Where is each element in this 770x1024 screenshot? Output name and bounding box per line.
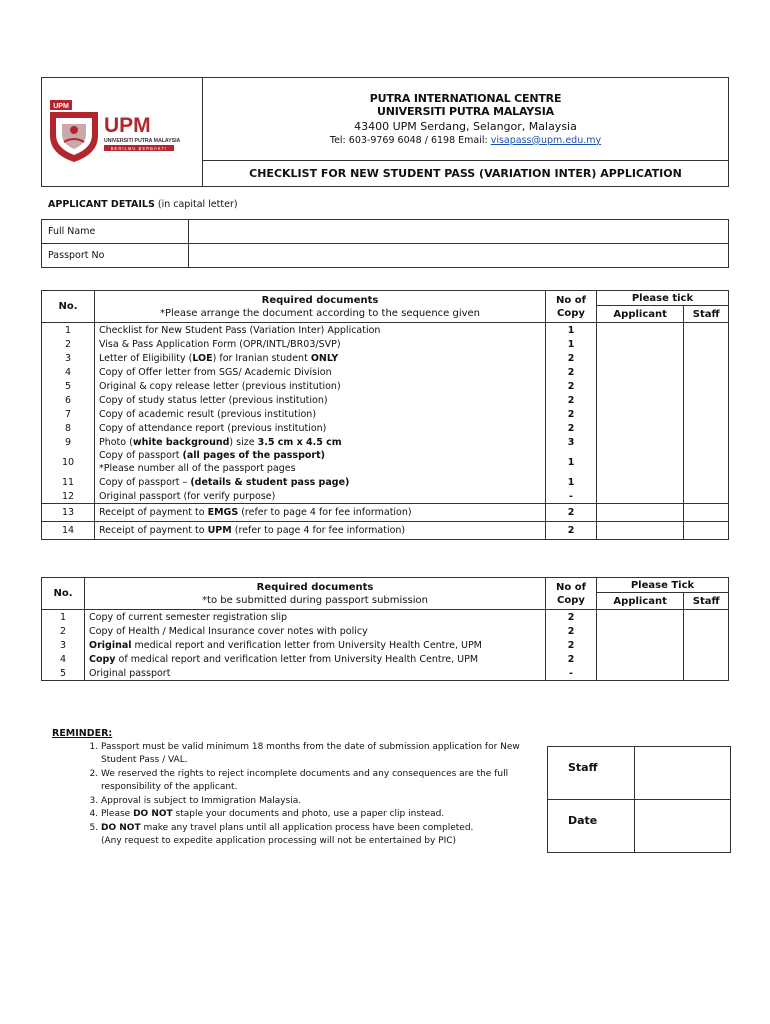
table-row xyxy=(42,449,729,475)
col-no: No. xyxy=(42,578,85,610)
table-row xyxy=(42,504,729,522)
applicant-tick[interactable] xyxy=(597,323,684,338)
table-row xyxy=(42,379,729,393)
row-number: 4 xyxy=(42,652,85,666)
row-copies: 2 xyxy=(546,624,597,638)
table-row xyxy=(42,638,729,652)
staff-tick[interactable] xyxy=(684,351,729,365)
applicant-tick[interactable] xyxy=(597,624,684,638)
col-copy: No of Copy xyxy=(546,578,597,610)
table-row xyxy=(42,610,729,625)
applicant-tick[interactable] xyxy=(597,407,684,421)
reminder-item: 4. Please DO NOT staple your documents and photo, use a paper clip instead. xyxy=(101,808,532,822)
university-name: UNIVERSITI PUTRA MALAYSIA xyxy=(377,104,554,118)
row-document: Copy of passport (all pages of the passport) *Please number all of the passport pages xyxy=(95,449,546,475)
passport-field[interactable] xyxy=(189,244,729,268)
row-copies: 3 xyxy=(546,435,597,449)
col-copy: No of Copy xyxy=(546,291,597,323)
row-number: 8 xyxy=(42,421,95,435)
reminder-section xyxy=(52,727,532,849)
table-row xyxy=(42,522,729,540)
applicant-tick[interactable] xyxy=(597,337,684,351)
row-number: 9 xyxy=(42,435,95,449)
table-row xyxy=(42,475,729,489)
staff-box xyxy=(547,746,731,853)
documents-table-1 xyxy=(41,290,729,540)
row-copies: 2 xyxy=(546,610,597,625)
applicant-tick[interactable] xyxy=(597,638,684,652)
row-copies: 2 xyxy=(546,351,597,365)
row-document: Original medical report and verification letter from University Health Centre, UPM xyxy=(85,638,546,652)
staff-tick[interactable] xyxy=(684,666,729,681)
staff-tick[interactable] xyxy=(684,379,729,393)
row-document: Receipt of payment to UPM (refer to page 4 for fee information) xyxy=(95,522,546,540)
row-copies: 1 xyxy=(546,449,597,475)
staff-tick[interactable] xyxy=(684,522,729,540)
date-label: Date xyxy=(548,800,635,853)
row-document: Original passport (for verify purpose) xyxy=(95,489,546,504)
staff-tick[interactable] xyxy=(684,435,729,449)
applicant-tick[interactable] xyxy=(597,522,684,540)
applicant-tick[interactable] xyxy=(597,435,684,449)
table-row xyxy=(42,652,729,666)
staff-tick[interactable] xyxy=(684,421,729,435)
table-row xyxy=(42,489,729,504)
logo-motto: BERILMU BERBAKTI xyxy=(110,146,168,151)
col-applicant: Applicant xyxy=(597,593,684,610)
applicant-table xyxy=(41,219,729,268)
applicant-tick[interactable] xyxy=(597,504,684,522)
row-copies: 2 xyxy=(546,379,597,393)
col-docs: Required documents *to be submitted during passport submission xyxy=(85,578,546,610)
row-document: Copy of current semester registration slip xyxy=(85,610,546,625)
row-document: Copy of Health / Medical Insurance cover notes with policy xyxy=(85,624,546,638)
row-number: 14 xyxy=(42,522,95,540)
row-number: 1 xyxy=(42,610,85,625)
reminder-note: (Any request to expedite application processing will not be entertained by PIC) xyxy=(101,836,457,846)
row-number: 10 xyxy=(42,449,95,475)
reminder-item: 3. Approval is subject to Immigration Malaysia. xyxy=(101,795,532,809)
staff-tick[interactable] xyxy=(684,449,729,475)
row-document: Photo (white background) size 3.5 cm x 4.5 cm xyxy=(95,435,546,449)
applicant-tick[interactable] xyxy=(597,666,684,681)
row-copies: 2 xyxy=(546,638,597,652)
row-copies: 1 xyxy=(546,337,597,351)
col-no: No. xyxy=(42,291,95,323)
row-number: 6 xyxy=(42,393,95,407)
row-document: Letter of Eligibility (LOE) for Iranian student ONLY xyxy=(95,351,546,365)
staff-tick[interactable] xyxy=(684,504,729,522)
applicant-tick[interactable] xyxy=(597,449,684,475)
row-document: Copy of medical report and verification letter from University Health Centre, UPM xyxy=(85,652,546,666)
reminder-item: 2. We reserved the rights to reject incomplete documents and any consequences are the full responsibility of the applicant. xyxy=(101,768,532,795)
row-document: Copy of passport – (details & student pass page) xyxy=(95,475,546,489)
row-copies: 2 xyxy=(546,407,597,421)
form-title: CHECKLIST FOR NEW STUDENT PASS (VARIATION INTER) APPLICATION xyxy=(203,160,729,187)
row-copies: 2 xyxy=(546,421,597,435)
row-copies: - xyxy=(546,666,597,681)
applicant-tick[interactable] xyxy=(597,489,684,504)
reminder-list xyxy=(52,741,532,836)
row-number: 3 xyxy=(42,638,85,652)
date-field[interactable] xyxy=(635,800,731,853)
email-link[interactable]: visapass@upm.edu.my xyxy=(490,134,602,146)
row-number: 7 xyxy=(42,407,95,421)
applicant-tick[interactable] xyxy=(597,652,684,666)
staff-tick[interactable] xyxy=(684,652,729,666)
row-document: Copy of Offer letter from SGS/ Academic Division xyxy=(95,365,546,379)
row-copies: 2 xyxy=(546,652,597,666)
col-tick: Please tick xyxy=(597,291,729,306)
address: 43400 UPM Serdang, Selangor, Malaysia xyxy=(354,119,577,133)
row-number: 11 xyxy=(42,475,95,489)
upm-logo xyxy=(42,78,202,183)
table-row xyxy=(42,666,729,681)
row-document: Receipt of payment to EMGS (refer to page 4 for fee information) xyxy=(95,504,546,522)
row-copies: 2 xyxy=(546,522,597,540)
full-name-label: Full Name xyxy=(42,220,189,244)
header-table xyxy=(41,77,729,187)
table-row xyxy=(42,393,729,407)
row-document: Copy of attendance report (previous institution) xyxy=(95,421,546,435)
logo-cell xyxy=(42,78,203,187)
reminder-item: 5. DO NOT make any travel plans until all application process have been completed. xyxy=(101,822,532,836)
reminder-title: REMINDER: xyxy=(52,728,113,739)
table-row xyxy=(42,624,729,638)
row-copies: 2 xyxy=(546,393,597,407)
table-row xyxy=(42,351,729,365)
row-document: Visa & Pass Application Form (OPR/INTL/BR03/SVP) xyxy=(95,337,546,351)
col-staff: Staff xyxy=(684,593,729,610)
documents-table-2 xyxy=(41,577,729,681)
table-row xyxy=(42,435,729,449)
row-number: 5 xyxy=(42,379,95,393)
row-number: 12 xyxy=(42,489,95,504)
staff-tick[interactable] xyxy=(684,489,729,504)
staff-tick[interactable] xyxy=(684,337,729,351)
col-applicant: Applicant xyxy=(597,306,684,323)
centre-name: PUTRA INTERNATIONAL CENTRE xyxy=(369,91,562,105)
staff-tick[interactable] xyxy=(684,610,729,625)
row-number: 13 xyxy=(42,504,95,522)
logo-subtitle: UNIVERSITI PUTRA MALAYSIA xyxy=(104,138,181,144)
applicant-tick[interactable] xyxy=(597,379,684,393)
applicant-tick[interactable] xyxy=(597,393,684,407)
logo-badge-text: UPM xyxy=(53,103,69,110)
staff-tick[interactable] xyxy=(684,365,729,379)
row-document: Copy of study status letter (previous institution) xyxy=(95,393,546,407)
row-number: 3 xyxy=(42,351,95,365)
table-row xyxy=(42,407,729,421)
full-name-field[interactable] xyxy=(189,220,729,244)
row-number: 2 xyxy=(42,337,95,351)
row-copies: 1 xyxy=(546,475,597,489)
passport-label: Passport No xyxy=(42,244,189,268)
staff-tick[interactable] xyxy=(684,393,729,407)
table-row xyxy=(42,323,729,338)
row-document: Checklist for New Student Pass (Variation Inter) Application xyxy=(95,323,546,338)
table-row xyxy=(42,365,729,379)
row-copies: 2 xyxy=(546,365,597,379)
staff-tick[interactable] xyxy=(684,624,729,638)
reminder-item: 1. Passport must be valid minimum 18 months from the date of submission application for New Student Pass / VAL. xyxy=(101,741,532,768)
applicant-tick[interactable] xyxy=(597,351,684,365)
staff-tick[interactable] xyxy=(684,475,729,489)
row-document: Original & copy release letter (previous institution) xyxy=(95,379,546,393)
col-staff: Staff xyxy=(684,306,729,323)
row-copies: 1 xyxy=(546,323,597,338)
row-copies: 2 xyxy=(546,504,597,522)
applicant-tick[interactable] xyxy=(597,421,684,435)
staff-tick[interactable] xyxy=(684,638,729,652)
institution-block xyxy=(203,78,729,161)
row-document: Copy of academic result (previous institution) xyxy=(95,407,546,421)
row-number: 5 xyxy=(42,666,85,681)
col-tick: Please Tick xyxy=(597,578,729,593)
staff-label: Staff xyxy=(548,747,635,800)
logo-wordmark: UPM xyxy=(104,114,151,137)
applicant-heading: APPLICANT DETAILS (in capital letter) xyxy=(48,199,238,210)
table-row xyxy=(42,337,729,351)
applicant-tick[interactable] xyxy=(597,475,684,489)
row-number: 4 xyxy=(42,365,95,379)
row-number: 1 xyxy=(42,323,95,338)
table-row xyxy=(42,421,729,435)
row-document: Original passport xyxy=(85,666,546,681)
staff-field[interactable] xyxy=(635,747,731,800)
applicant-tick[interactable] xyxy=(597,610,684,625)
contact-line xyxy=(203,135,728,146)
staff-tick[interactable] xyxy=(684,407,729,421)
col-docs: Required documents *Please arrange the document according to the sequence given xyxy=(95,291,546,323)
staff-tick[interactable] xyxy=(684,323,729,338)
row-number: 2 xyxy=(42,624,85,638)
applicant-tick[interactable] xyxy=(597,365,684,379)
contact-phone: Tel: 603-9769 6048 / 6198 Email: xyxy=(329,134,491,146)
row-copies: - xyxy=(546,489,597,504)
